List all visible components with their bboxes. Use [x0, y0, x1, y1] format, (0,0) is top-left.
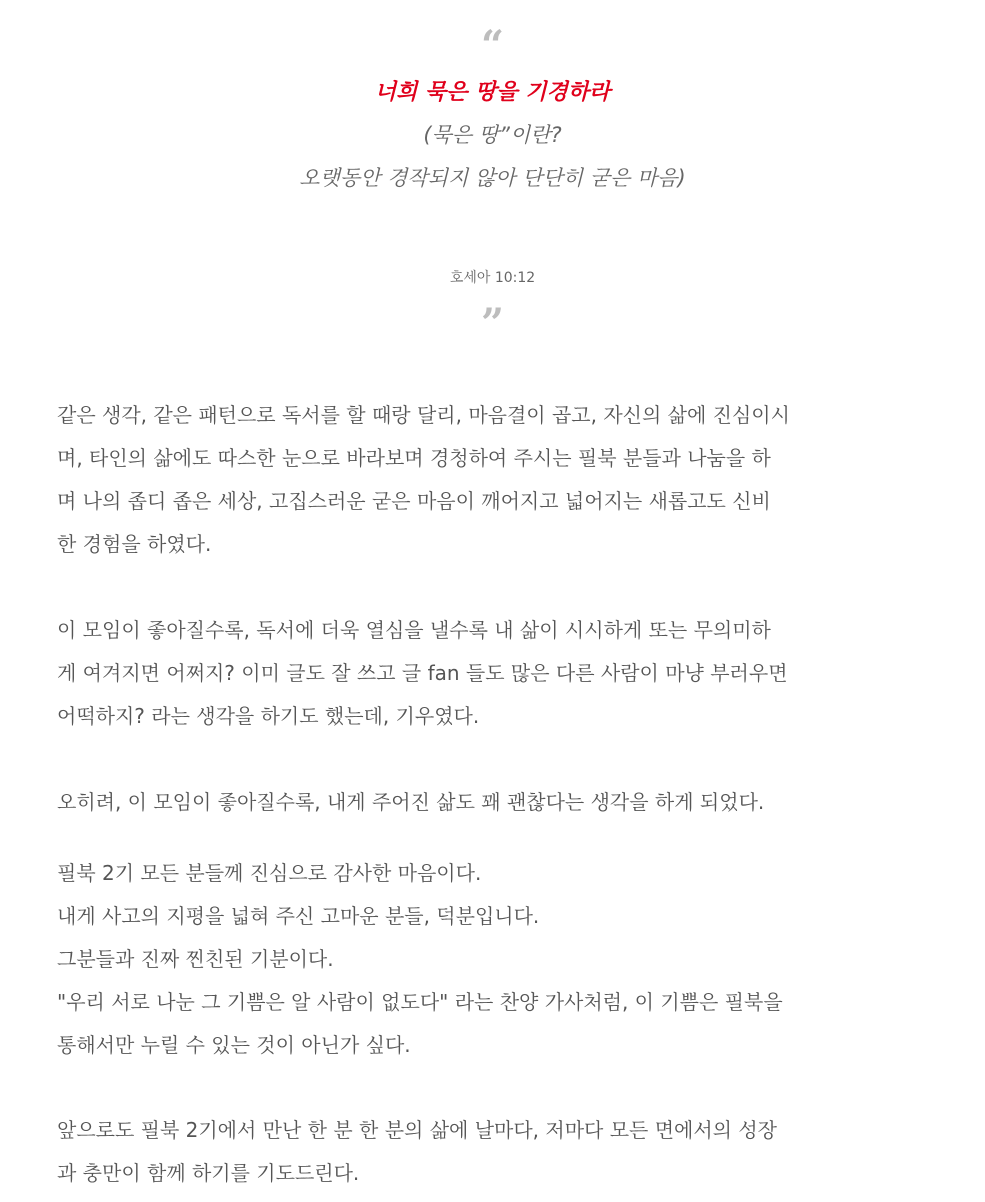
- text-line: 어떡하지? 라는 생각을 하기도 했는데, 기우였다.: [57, 704, 480, 728]
- open-quote-icon: “: [480, 22, 504, 69]
- text-line: 통해서만 누릴 수 있는 것이 아닌가 싶다.: [57, 1033, 411, 1057]
- close-quote-icon: ”: [480, 300, 504, 347]
- quote-citation: 호세아 10:12: [449, 270, 536, 286]
- quote-title: 너희 묵은 땅을 기경하라: [374, 80, 611, 105]
- text-line: 앞으로도 필북 2기에서 만난 한 분 한 분의 삶에 날마다, 저마다 모든 면에서의 성장: [57, 1118, 777, 1142]
- text-line: 같은 생각, 같은 패턴으로 독서를 할 때랑 달리, 마음결이 곱고, 자신의 삶에 진심이시: [57, 403, 790, 427]
- text-line: 이 모임이 좋아질수록, 독서에 더욱 열심을 낼수록 내 삶이 시시하게 또는 무의미하: [57, 618, 771, 642]
- text-line: 한 경험을 하였다.: [57, 532, 212, 556]
- paragraph: [57, 609, 937, 738]
- text-line: 며 나의 좁디 좁은 세상, 고집스러운 굳은 마음이 깨어지고 넓어지는 새롭고도 신비: [57, 489, 771, 513]
- text-line: 과 충만이 함께 하기를 기도드린다.: [57, 1161, 360, 1185]
- text-line: 그분들과 진짜 찐친된 기분이다.: [57, 947, 334, 971]
- paragraph: [57, 852, 937, 1067]
- text-line: 오히려, 이 모임이 좋아질수록, 내게 주어진 삶도 꽤 괜찮다는 생각을 하게 되었다.: [57, 790, 765, 814]
- text-line: 게 여겨지면 어쩌지? 이미 글도 잘 쓰고 글 fan 들도 많은 다른 사람이 마냥 부러우면: [57, 661, 788, 685]
- text-line: "우리 서로 나눈 그 기쁨은 알 사람이 없도다" 라는 찬양 가사처럼, 이 기쁨은 필북을: [57, 990, 783, 1014]
- paragraph: [57, 781, 937, 824]
- paragraph: [57, 394, 937, 566]
- paragraph: [57, 1109, 937, 1195]
- quote-subtitle-line: (묵은 땅”이란?: [423, 123, 562, 147]
- text-line: 며, 타인의 삶에도 따스한 눈으로 바라보며 경청하여 주시는 필북 분들과 나눔을 하: [57, 446, 771, 470]
- text-line: 필북 2기 모든 분들께 진심으로 감사한 마음이다.: [57, 861, 482, 885]
- quote-subtitle-line: 오랫동안 경작되지 않아 단단히 굳은 마음): [299, 166, 686, 190]
- text-line: 내게 사고의 지평을 넓혀 주신 고마운 분들, 덕분입니다.: [57, 904, 540, 928]
